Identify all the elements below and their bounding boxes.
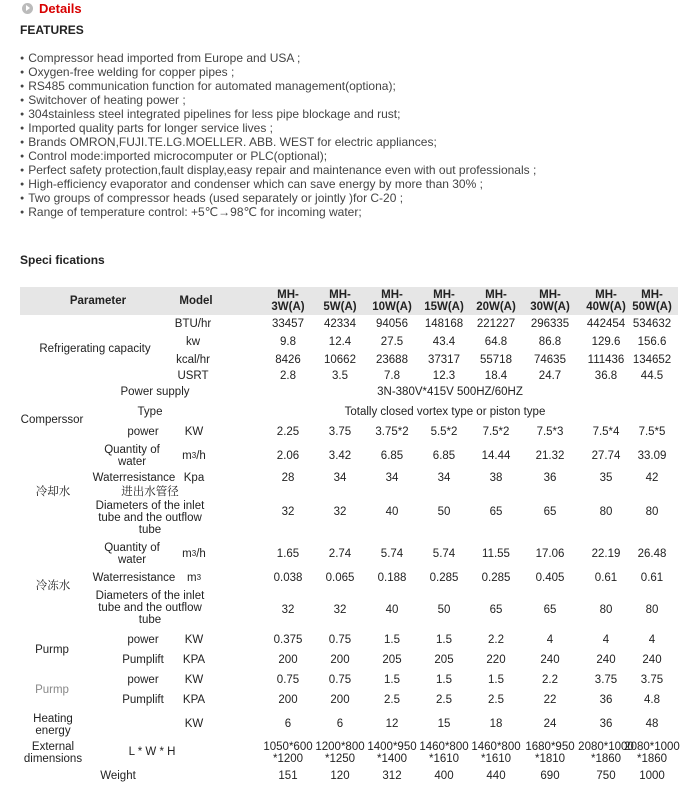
cooling-water-label: 冷却水 [35,486,71,498]
pump1-label: Purmp [35,644,69,656]
cooling-dia-label: Diameters of the inlet tube and the outflow tube [95,500,205,536]
header-model-name: MH-30W(A) [524,287,576,315]
pump2-power-value: 1.5 [488,674,504,686]
feature-item: ● 304stainless steel integrated pipelines for less pipe blockage and rust; [20,107,536,121]
refrigerating-value: 9.8 [280,336,296,348]
cooling-dia-value: 50 [437,506,451,518]
pump2-power-value: 3.75 [594,674,618,686]
header-model-name: MH-50W(A) [626,287,678,315]
cooling-res-value: 34 [437,472,451,484]
cooling-qty-value: 27.74 [591,450,621,462]
weight-value: 120 [330,770,350,782]
chilled-qty-value: 5.74 [432,548,456,560]
feature-item: ● Oxygen-free welding for copper pipes ; [20,65,536,79]
pump1-power-value: 0.75 [328,634,352,646]
refrigerating-value: 42334 [324,318,356,330]
cooling-qty-value: 14.44 [481,450,511,462]
weight-value: 400 [434,770,454,782]
compressor-power-value: 3.75 [328,426,352,438]
chilled-res-value: 0.61 [594,572,618,584]
pump2-lift-value: 4.8 [644,694,660,706]
chilled-res-value: 0.038 [273,572,303,584]
heating-energy-value: 15 [437,718,451,730]
chilled-qty-value: 17.06 [535,548,565,560]
features-list [20,51,536,219]
pump2-power-value: 0.75 [276,674,300,686]
dimensions-value: 1050*600 *1200 [263,741,313,765]
pump1-lift-unit: KPA [182,654,206,666]
pump2-power-unit: KW [184,674,204,686]
details-title: Details [39,0,82,16]
refrigerating-value: 74635 [534,354,566,366]
heating-energy-label: Heating energy [33,713,73,737]
cooling-res-value: 42 [645,472,659,484]
feature-item: ● Range of temperature control: +5℃→98℃ for incoming water; [20,205,536,219]
dimensions-value: 1460*800 *1610 [419,741,469,765]
chilled-water-label: 冷冻水 [35,580,71,592]
pump2-lift-value: 2.5 [488,694,504,706]
chilled-qty-label: Quantity of water [104,542,160,566]
compressor-power-label: power [127,426,159,438]
cooling-res-value: 38 [489,472,503,484]
cooling-dia-value: 32 [281,506,295,518]
header-parameter: Parameter [20,287,176,315]
pump1-power-value: 4 [546,634,554,646]
weight-value: 151 [278,770,298,782]
chilled-dia-value: 40 [385,604,399,616]
cooling-dia-value: 80 [645,506,659,518]
chilled-qty-value: 22.19 [591,548,621,560]
dimensions-value: 2080*1000 *1860 [578,741,634,765]
pump1-power-value: 2.2 [488,634,504,646]
chilled-dia-value: 80 [599,604,613,616]
refrigerating-value: 37317 [428,354,460,366]
details-header [22,0,82,16]
header-model-name: MH-20W(A) [470,287,522,315]
feature-item: ● Two groups of compressor heads (used separately or jointly )for C-20 ; [20,191,536,205]
feature-item: ● Imported quality parts for longer service lives ; [20,121,536,135]
chilled-qty-unit: m 3 /h [182,548,206,560]
refrigerating-value: 10662 [324,354,356,366]
chilled-res-label: Waterresistance [92,572,176,584]
header-model-name: MH-15W(A) [418,287,470,315]
cooling-res-unit: Kpa [183,472,205,484]
refrigerating-value: 36.8 [594,370,618,382]
refrigerating-value: 12.3 [432,370,456,382]
pump1-lift-value: 220 [486,654,506,666]
feature-item: ● Brands OMRON,FUJI.TE.LG.MOELLER. ABB. WEST for electric appliances; [20,135,536,149]
header-model-name: MH-5W(A) [314,287,366,315]
chilled-dia-value: 32 [333,604,347,616]
cooling-dia-value: 40 [385,506,399,518]
refrigerating-value: 18.4 [484,370,508,382]
pump2-lift-value: 2.5 [436,694,452,706]
refrigerating-value: 27.5 [380,336,404,348]
weight-label: Weight [100,770,136,782]
cooling-qty-value: 21.32 [535,450,565,462]
refrigerating-value: 296335 [530,318,570,330]
chilled-dia-value: 50 [437,604,451,616]
refrigerating-value: 94056 [376,318,408,330]
specifications-title: Speci fications [20,253,105,267]
weight-value: 750 [596,770,616,782]
cooling-dia-label-cn: 进出水管径 [121,486,179,498]
refrigerating-value: 64.8 [484,336,508,348]
dimensions-label: External dimensions [23,741,83,765]
header-model-name: MH-40W(A) [580,287,632,315]
chilled-qty-value: 26.48 [637,548,667,560]
pump1-power-value: 1.5 [384,634,400,646]
cooling-dia-value: 32 [333,506,347,518]
feature-item: ● RS485 communication function for automated management(optiona); [20,79,536,93]
compressor-power-value: 7.5*4 [592,426,620,438]
feature-item: ● High-efficiency evaporator and condenser which can save energy by more than 30% ; [20,177,536,191]
cooling-qty-value: 33.09 [637,450,667,462]
pump1-lift-value: 200 [278,654,298,666]
compressor-type-value: Totally closed vortex type or piston type [344,406,546,418]
refrigerating-value: 24.7 [538,370,562,382]
chilled-res-unit: m 3 [186,572,202,584]
heating-energy-value: 12 [385,718,399,730]
compressor-power-value: 7.5*3 [536,426,564,438]
compressor-type-label: Type [137,406,163,418]
refrigerating-value: 23688 [376,354,408,366]
weight-value: 440 [486,770,506,782]
pump2-power-value: 2.2 [542,674,558,686]
heating-energy-value: 6 [336,718,344,730]
pump1-power-label: power [127,634,159,646]
chilled-dia-label: Diameters of the inlet tube and the outflow tube [95,590,205,626]
refrigerating-capacity-label: Refrigerating capacity [39,343,151,355]
weight-value: 312 [382,770,402,782]
cooling-qty-value: 3.42 [328,450,352,462]
header-model-name: MH-10W(A) [366,287,418,315]
pump2-power-value: 0.75 [328,674,352,686]
pump1-power-value: 4 [648,634,656,646]
chilled-res-value: 0.285 [429,572,459,584]
refrigerating-value: 111436 [587,354,625,366]
cooling-dia-value: 65 [543,506,557,518]
cooling-qty-value: 6.85 [432,450,456,462]
refrigerating-value: 55718 [480,354,512,366]
chilled-res-value: 0.188 [377,572,407,584]
cooling-dia-value: 65 [489,506,503,518]
refrigerating-unit: BTU/hr [174,318,212,330]
refrigerating-value: 44.5 [640,370,664,382]
compressor-power-value: 7.5*2 [482,426,510,438]
refrigerating-value: 2.8 [280,370,296,382]
cooling-res-value: 28 [281,472,295,484]
pump2-lift-value: 200 [278,694,298,706]
dimensions-value: 1680*950 *1810 [525,741,575,765]
chilled-qty-value: 11.55 [482,548,510,560]
heating-energy-value: 36 [599,718,613,730]
pump2-power-value: 1.5 [384,674,400,686]
pump2-lift-label: Pumplift [122,694,164,706]
feature-item: ● Perfect safety protection,fault display,easy repair and maintenance even with out professionals ; [20,163,536,177]
refrigerating-value: 148168 [424,318,464,330]
pump1-power-unit: KW [184,634,204,646]
chilled-res-value: 0.405 [535,572,565,584]
refrigerating-value: 156.6 [637,336,667,348]
header-model: Model [176,287,216,315]
cooling-res-value: 35 [599,472,613,484]
chilled-res-value: 0.065 [325,572,355,584]
pump1-lift-value: 240 [642,654,662,666]
pump2-lift-value: 22 [543,694,557,706]
refrigerating-value: 7.8 [384,370,400,382]
compressor-power-value: 5.5*2 [430,426,458,438]
chilled-res-value: 0.61 [640,572,664,584]
refrigerating-value: 221227 [476,318,516,330]
cooling-qty-unit: m 3 /h [182,450,206,462]
refrigerating-value: 12.4 [328,336,352,348]
play-circle-icon [22,3,33,14]
refrigerating-unit: kw [185,336,201,348]
pump1-power-value: 1.5 [436,634,452,646]
refrigerating-value: 3.5 [332,370,348,382]
pump2-power-value: 3.75 [640,674,664,686]
compressor-power-value: 7.5*5 [638,426,666,438]
refrigerating-value: 534632 [632,318,672,330]
cooling-res-value: 34 [333,472,347,484]
heating-energy-value: 6 [284,718,292,730]
pump2-label: Purmp [35,684,69,696]
weight-value: 690 [540,770,560,782]
heating-energy-unit: KW [184,718,204,730]
pump2-lift-value: 2.5 [384,694,400,706]
heating-energy-value: 18 [489,718,503,730]
refrigerating-value: 442454 [586,318,626,330]
feature-item: ● Control mode:imported microcomputer or PLC(optional); [20,149,536,163]
dimensions-value: 1460*800 *1610 [471,741,521,765]
pump2-lift-unit: KPA [182,694,206,706]
dimensions-value: 1200*800 *1250 [315,741,365,765]
chilled-dia-value: 65 [489,604,503,616]
cooling-res-value: 36 [543,472,557,484]
refrigerating-unit: kcal/hr [176,354,210,366]
pump1-lift-value: 205 [434,654,454,666]
header-model-name: MH-3W(A) [262,287,314,315]
cooling-qty-value: 2.06 [276,450,300,462]
chilled-dia-value: 32 [281,604,295,616]
cooling-qty-label: Quantity of water [104,444,160,468]
refrigerating-unit: USRT [177,370,209,382]
pump2-lift-value: 200 [330,694,350,706]
pump1-lift-value: 240 [540,654,560,666]
cooling-dia-value: 80 [599,506,613,518]
chilled-dia-value: 80 [645,604,659,616]
pump1-lift-value: 205 [382,654,402,666]
dimensions-unit: L * W * H [128,746,176,758]
heating-energy-value: 24 [543,718,557,730]
chilled-qty-value: 2.74 [328,548,352,560]
pump1-power-value: 4 [602,634,610,646]
dimensions-value: 1400*950 *1400 [367,741,417,765]
compressor-power-value: 3.75*2 [375,426,409,438]
pump1-lift-label: Pumplift [122,654,164,666]
power-supply-value: 3N-380V*415V 500HZ/60HZ [377,386,523,398]
compressor-power-unit: KW [184,426,204,438]
pump1-power-value: 0.375 [273,634,303,646]
refrigerating-value: 8426 [275,354,301,366]
dimensions-value: 2080*1000 *1860 [624,741,680,765]
chilled-dia-value: 65 [543,604,557,616]
compressor-label: Comperssor [20,414,84,426]
pump1-lift-value: 240 [596,654,616,666]
chilled-res-value: 0.285 [481,572,511,584]
refrigerating-value: 134652 [632,354,672,366]
chilled-qty-value: 1.65 [276,548,300,560]
cooling-res-value: 34 [385,472,399,484]
refrigerating-value: 33457 [272,318,304,330]
feature-item: ● Compressor head imported from Europe and USA ; [20,51,536,65]
pump2-power-value: 1.5 [436,674,452,686]
weight-value: 1000 [639,770,665,782]
features-title: FEATURES [20,23,84,37]
power-supply-label: Power supply [120,386,190,398]
refrigerating-value: 43.4 [432,336,456,348]
refrigerating-value: 129.6 [591,336,621,348]
cooling-res-label: Waterresistance [92,472,176,484]
cooling-qty-value: 6.85 [380,450,404,462]
pump2-power-label: power [127,674,159,686]
compressor-power-value: 2.25 [276,426,300,438]
feature-item: ● Switchover of heating power ; [20,93,536,107]
pump2-lift-value: 36 [599,694,613,706]
chilled-qty-value: 5.74 [380,548,404,560]
refrigerating-value: 86.8 [538,336,562,348]
pump1-lift-value: 200 [330,654,350,666]
heating-energy-value: 48 [645,718,659,730]
